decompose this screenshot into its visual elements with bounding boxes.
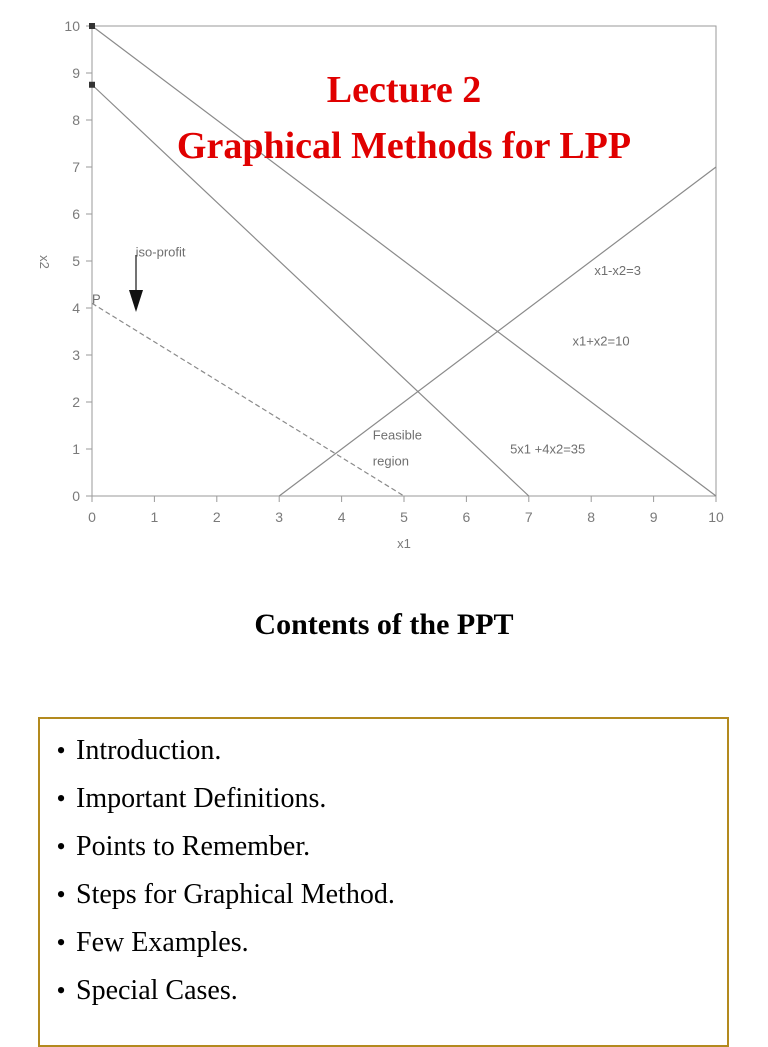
- annotation-label: 5x1 +4x2=35: [510, 441, 586, 457]
- bullet-icon: •: [56, 832, 66, 861]
- x-tick-label: 3: [275, 509, 284, 525]
- bullet-icon: •: [56, 736, 66, 765]
- x-axis-label: x1: [397, 536, 411, 551]
- annotation-label: iso-profit: [135, 244, 186, 260]
- corner-marker: [89, 82, 95, 88]
- y-tick-label: 1: [72, 441, 80, 457]
- y-tick-label: 10: [64, 18, 80, 34]
- y-tick-label: 0: [72, 488, 80, 504]
- bullet-icon: •: [56, 880, 66, 909]
- x-tick-label: 4: [337, 509, 346, 525]
- y-tick-label: 6: [72, 206, 80, 222]
- annotation-label: P: [92, 291, 101, 307]
- contents-item: [46, 919, 727, 967]
- lecture-title: Lecture 2: [326, 69, 482, 111]
- y-axis-label: x2: [37, 255, 52, 269]
- contents-box: [38, 717, 729, 1047]
- y-tick-label: 2: [72, 394, 80, 410]
- annotation-label: x1+x2=10: [572, 333, 630, 349]
- contents-list: [40, 719, 727, 1015]
- bullet-icon: •: [56, 784, 66, 813]
- x-tick-label: 8: [587, 509, 596, 525]
- x-tick-label: 10: [708, 509, 724, 525]
- annotation-label: x1-x2=3: [594, 263, 641, 279]
- y-tick-label: 7: [72, 159, 80, 175]
- y-tick-label: 4: [72, 300, 80, 316]
- y-tick-label: 9: [72, 65, 80, 81]
- contents-heading: Contents of the PPT: [254, 608, 514, 641]
- y-tick-label: 8: [72, 112, 80, 128]
- contents-item-label: Points to Remember.: [76, 831, 311, 862]
- y-tick-label: 3: [72, 347, 80, 363]
- contents-item: [46, 871, 727, 919]
- x-tick-label: 0: [88, 509, 96, 525]
- x-tick-label: 7: [524, 509, 533, 525]
- corner-marker: [89, 23, 95, 29]
- contents-item-label: Introduction.: [76, 735, 222, 766]
- x-tick-label: 9: [649, 509, 658, 525]
- lecture-subtitle: Graphical Methods for LPP: [176, 125, 632, 167]
- contents-item: [46, 967, 727, 1015]
- contents-item-label: Steps for Graphical Method.: [76, 879, 395, 910]
- x-tick-label: 5: [400, 509, 408, 525]
- contents-item-label: Few Examples.: [76, 927, 249, 958]
- contents-item: [46, 823, 727, 871]
- bullet-icon: •: [56, 976, 66, 1005]
- line-annotations: [92, 244, 641, 468]
- contents-item-label: Special Cases.: [76, 975, 238, 1006]
- y-tick-label: 5: [72, 253, 80, 269]
- series-line: [92, 303, 404, 496]
- contents-item: [46, 775, 727, 823]
- x-tick-label: 1: [150, 509, 159, 525]
- contents-item: [46, 727, 727, 775]
- contents-item-label: Important Definitions.: [76, 783, 327, 814]
- annotation-label: Feasible: [372, 427, 422, 443]
- iso-profit-arrow: [129, 255, 143, 312]
- x-tick-label: 6: [462, 509, 471, 525]
- x-tick-label: 2: [212, 509, 221, 525]
- annotation-label: region: [372, 453, 409, 469]
- bullet-icon: •: [56, 928, 66, 957]
